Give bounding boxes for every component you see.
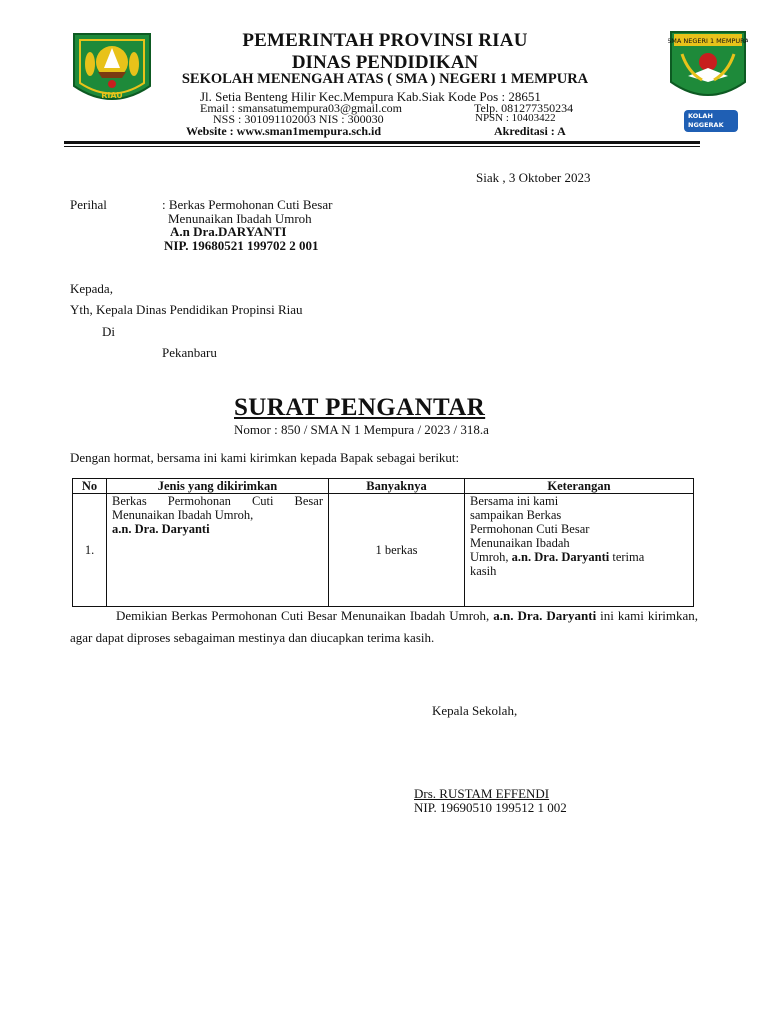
header-email: Email : smansatumempura03@gmail.com <box>200 101 403 115</box>
header-province: PEMERINTAH PROVINSI RIAU <box>242 30 528 51</box>
table-row <box>73 494 694 607</box>
riau-emblem-logo <box>70 28 154 112</box>
di-label: Di <box>102 324 115 339</box>
signer-nip: NIP. 19690510 199512 1 002 <box>414 800 567 815</box>
recipient-line: Yth, Kepala Dinas Pendidikan Propinsi Riau <box>70 302 303 317</box>
perihal-line-1: : Berkas Permohonan Cuti Besar <box>162 197 333 212</box>
closing-text-1: Demikian Berkas Permohonan Cuti Besar Menunaikan Ibadah Umroh, <box>116 608 494 623</box>
header-nss-nis: NSS : 301091102003 NIS : 300030 <box>213 112 384 126</box>
recipient-city: Pekanbaru <box>162 345 217 360</box>
school-logo <box>668 28 748 106</box>
items-table <box>72 478 694 607</box>
perihal-line-4: NIP. 19680521 199702 2 001 <box>164 238 319 253</box>
col-header-no: No <box>73 479 107 494</box>
letter-number: Nomor : 850 / SMA N 1 Mempura / 2023 / 318.a <box>234 422 489 437</box>
badge-line-1: KOLAH <box>688 112 713 120</box>
header-npsn: NPSN : 10403422 <box>475 112 556 124</box>
header-address: Jl. Setia Benteng Hilir Kec.Mempura Kab.Siak Kode Pos : 28651 <box>200 89 541 104</box>
col-header-keterangan: Keterangan <box>465 479 694 494</box>
header-akreditasi: Akreditasi : A <box>494 124 566 138</box>
ket-line-5 <box>470 550 688 564</box>
cell-banyaknya-text: 1 berkas <box>375 543 418 557</box>
ket-line-5-b: a.n. Dra. Daryanti <box>511 550 610 564</box>
header-phone: Telp. 081277350234 <box>474 101 574 115</box>
closing-paragraph <box>70 605 698 649</box>
header-department: DINAS PENDIDIKAN <box>291 52 479 73</box>
ket-line-4: Menunaikan Ibadah <box>470 536 570 550</box>
cell-keterangan <box>465 494 694 607</box>
place-date: Siak , 3 Oktober 2023 <box>476 170 591 185</box>
table-header-row <box>73 479 694 494</box>
sekolah-penggerak-badge <box>684 110 738 132</box>
opening-sentence: Dengan hormat, bersama ini kami kirimkan kepada Bapak sebagai berikut: <box>70 450 460 465</box>
col-header-jenis: Jenis yang dikirimkan <box>107 479 329 494</box>
header-rule-thin <box>64 146 700 147</box>
cell-no <box>73 494 107 607</box>
perihal-line-2: Menunaikan Ibadah Umroh <box>168 211 312 226</box>
ket-line-6: kasih <box>470 564 497 578</box>
cell-banyaknya <box>329 494 465 607</box>
cell-jenis <box>107 494 329 607</box>
signer-title: Kepala Sekolah, <box>432 703 518 718</box>
closing-text-2: ini kami kirimkan, agar dapat diproses sebagaiman mestinya dan diucapkan terima kasih. <box>70 608 699 645</box>
jenis-line-1: Berkas Permohonan Cuti Besar <box>112 494 323 508</box>
perihal-label: Perihal <box>70 197 107 212</box>
perihal-line-3: A.n Dra.DARYANTI <box>170 224 287 239</box>
ket-line-5-a: Umroh, <box>470 550 512 564</box>
header-website: Website : www.sman1mempura.sch.id <box>186 124 382 138</box>
signer-name: Drs. RUSTAM EFFENDI <box>414 786 550 801</box>
riau-logo-label: RIAU <box>101 91 123 100</box>
school-logo-label: SMA NEGERI 1 MEMPURA <box>668 37 748 45</box>
jenis-line-2: Menunaikan Ibadah Umroh, <box>112 508 254 522</box>
ket-line-1: Bersama ini kami <box>470 494 559 508</box>
col-header-banyaknya: Banyaknya <box>329 479 465 494</box>
ket-line-5-c: terima <box>609 550 645 564</box>
closing-text-bold: a.n. Dra. Daryanti <box>493 608 597 623</box>
badge-line-2: NGGERAK <box>688 121 724 129</box>
ket-line-2: sampaikan Berkas <box>470 508 562 522</box>
kepada-label: Kepada, <box>70 281 113 296</box>
jenis-line-3: a.n. Dra. Daryanti <box>112 522 210 536</box>
header-school-name: SEKOLAH MENENGAH ATAS ( SMA ) NEGERI 1 MEMPURA <box>181 71 589 87</box>
cell-no-text: 1. <box>84 543 95 557</box>
ket-line-3: Permohonan Cuti Besar <box>470 522 590 536</box>
letter-title: SURAT PENGANTAR <box>234 394 486 421</box>
header-rule-thick <box>64 141 700 144</box>
